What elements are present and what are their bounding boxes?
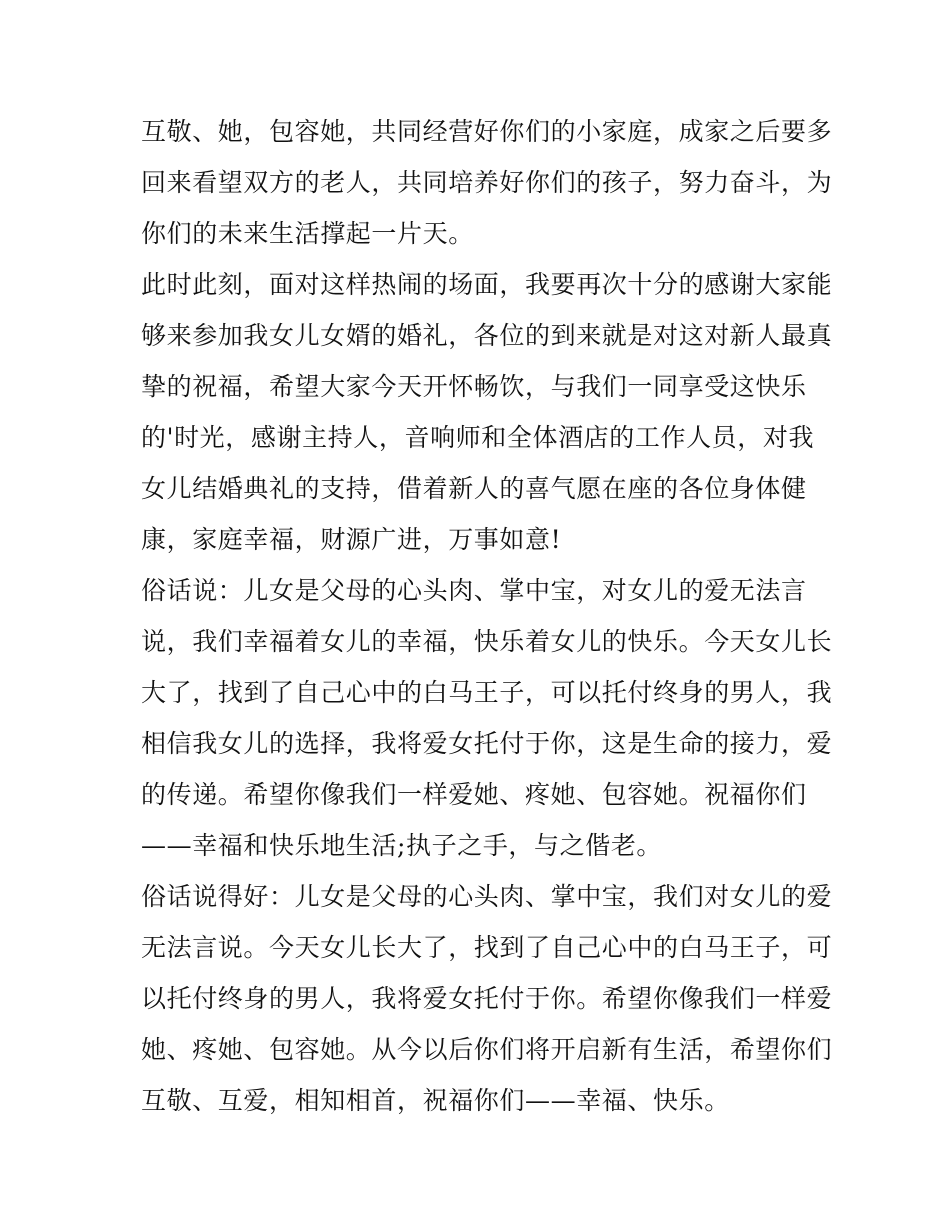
text-line: ——幸福和快乐地生活;执子之手，与之偕老。 [141, 831, 663, 860]
text-line: 相信我女儿的选择，我将爱女托付于你，这是生命的接力，爱 [141, 729, 833, 758]
text-line: 互敬、互爱，相知相首，祝福你们——幸福、快乐。 [141, 1086, 730, 1115]
text-line: 大了，找到了自己心中的白马王子，可以托付终身的男人，我 [141, 678, 833, 707]
text-line: 康，家庭幸福，财源广进，万事如意! [141, 525, 562, 554]
text-line: 女儿结婚典礼的支持，借着新人的喜气愿在座的各位身体健 [141, 474, 807, 503]
text-line: 互敬、她，包容她，共同经营好你们的小家庭，成家之后要多 [141, 117, 833, 146]
text-line: 此时此刻，面对这样热闹的场面，我要再次十分的感谢大家能 [141, 270, 833, 299]
text-line: 她、疼她、包容她。从今以后你们将开启新有生活，希望你们 [141, 1035, 833, 1064]
text-line: 的传递。希望你像我们一样爱她、疼她、包容她。祝福你们 [141, 780, 807, 809]
text-line: 挚的祝福，希望大家今天开怀畅饮，与我们一同享受这快乐 [141, 372, 807, 401]
text-line: 俗话说：儿女是父母的心头肉、掌中宝，对女儿的爱无法言 [141, 576, 807, 605]
text-line: 的'时光，感谢主持人，音响师和全体酒店的工作人员，对我 [141, 423, 815, 452]
text-line: 以托付终身的男人，我将爱女托付于你。希望你像我们一样爱 [141, 984, 833, 1013]
text-line: 回来看望双方的老人，共同培养好你们的孩子，努力奋斗，为 [141, 168, 833, 197]
text-line: 你们的未来生活撑起一片天。 [141, 219, 474, 248]
text-line: 说，我们幸福着女儿的幸福，快乐着女儿的快乐。今天女儿长 [141, 627, 833, 656]
text-line: 够来参加我女儿女婿的婚礼，各位的到来就是对这对新人最真 [141, 321, 833, 350]
text-line: 俗话说得好：儿女是父母的心头肉、掌中宝，我们对女儿的爱 [141, 882, 833, 911]
text-line: 无法言说。今天女儿长大了，找到了自己心中的白马王子，可 [141, 933, 833, 962]
document-body [141, 106, 833, 1126]
